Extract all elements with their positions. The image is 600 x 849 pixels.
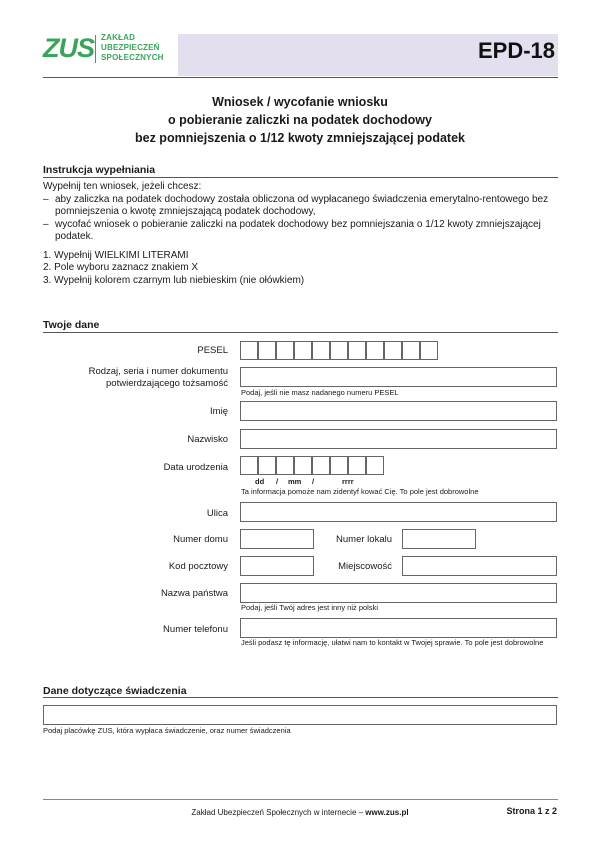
benefit-heading: Dane dotyczące świadczenia (43, 685, 187, 697)
benefit-field[interactable] (43, 705, 557, 725)
city-label: Miejscowość (338, 561, 392, 572)
pesel-cell[interactable] (420, 341, 438, 360)
benefit-note: Podaj placówkę ZUS, która wypłaca świadczenie, oraz numer świadczenia (43, 726, 291, 735)
birth-date-cell[interactable] (366, 456, 384, 475)
document-label-line-2: potwierdzającego tożsamość (106, 378, 228, 389)
country-label: Nazwa państwa (160, 588, 228, 599)
footer-label: Zakład Ubezpieczeń Społecznych w internecie – (191, 808, 366, 817)
country-field[interactable] (240, 583, 557, 603)
bullet-line: wycofać wniosek o pobieranie zaliczki na podatek dochodowy bez pomniejszania o 1/12 kwoty zmniejszającej (55, 218, 541, 230)
instruction-bullet (43, 194, 558, 219)
logo-divider (95, 35, 96, 63)
bullet-dash: – (43, 218, 49, 230)
document-label-line-1: Rodzaj, seria i numer dokumentu (88, 366, 228, 377)
birth-hint-mm: mm (288, 477, 302, 486)
birth-hint-dd: dd (255, 477, 265, 486)
document-label (40, 366, 228, 390)
birth-date-cell[interactable] (348, 456, 366, 475)
birth-date-cell[interactable] (330, 456, 348, 475)
header-divider (43, 77, 558, 78)
birth-date-note: Ta informacja pomoże nam zidentyf kować Cię. To pole jest dobrowolne (241, 487, 479, 496)
first-name-field[interactable] (240, 401, 557, 421)
birth-date-input[interactable] (240, 456, 386, 475)
pesel-input[interactable] (240, 341, 440, 360)
logo-mark: ZUS (43, 33, 94, 63)
birth-date-cell[interactable] (276, 456, 294, 475)
city-field[interactable] (402, 556, 557, 576)
document-field[interactable] (240, 367, 557, 387)
logo-line-3: SPOŁECZNYCH (101, 53, 164, 62)
instruction-bullet (43, 219, 558, 244)
first-name-label: Imię (210, 406, 228, 417)
phone-field[interactable] (240, 618, 557, 638)
bullet-line: aby zaliczka na podatek dochodowy została obliczona od wypłacanego świadczenia emerytalno-rentowego bez (55, 193, 549, 205)
birth-date-label: Data urodzenia (163, 462, 228, 473)
instructions-heading: Instrukcja wypełniania (43, 164, 156, 176)
last-name-field[interactable] (240, 429, 557, 449)
instruction-step: 1. Wypełnij WIELKIMI LITERAMI (43, 249, 189, 261)
form-title-line-2: o pobieranie zaliczki na podatek dochodowy (168, 113, 432, 127)
house-number-label: Numer domu (173, 534, 228, 545)
instructions-body (43, 181, 558, 287)
phone-note: Jeśli podasz tę informację, ułatwi nam to kontakt w Twojej sprawie. To pole jest dobrowolne (241, 638, 544, 647)
form-title-line-1: Wniosek / wycofanie wniosku (212, 95, 388, 109)
last-name-label: Nazwisko (187, 434, 228, 445)
birth-hint-yyyy: rrrr (342, 477, 354, 486)
birth-hint-sep: / (312, 477, 315, 486)
bullet-line: pomniejszenia o kwotę zmniejszającą podatek dochodowy, (55, 206, 316, 217)
birth-date-cell[interactable] (240, 456, 258, 475)
phone-label: Numer telefonu (163, 624, 228, 635)
page-number: Strona 1 z 2 (506, 806, 557, 816)
instruction-step: 3. Wypełnij kolorem czarnym lub niebieskim (nie ołówkiem) (43, 274, 305, 286)
logo-line-1: ZAKŁAD (101, 33, 136, 42)
birth-date-cell[interactable] (312, 456, 330, 475)
pesel-cell[interactable] (312, 341, 330, 360)
pesel-cell[interactable] (240, 341, 258, 360)
pesel-cell[interactable] (348, 341, 366, 360)
personal-heading: Twoje dane (43, 319, 100, 331)
document-note: Podaj, jeśli nie masz nadanego numeru PESEL (241, 388, 399, 397)
footer-link[interactable]: www.zus.pl (365, 808, 409, 817)
instructions-rule (43, 177, 558, 178)
pesel-cell[interactable] (366, 341, 384, 360)
country-note: Podaj, jeśli Twój adres jest inny niż polski (241, 603, 379, 612)
flat-number-label: Numer lokalu (336, 534, 392, 545)
footer-rule (43, 799, 558, 800)
birth-hint-sep: / (276, 477, 279, 486)
logo-text (101, 33, 164, 63)
instructions-intro: Wypełnij ten wniosek, jeżeli chcesz: (43, 181, 202, 192)
instruction-step: 2. Pole wyboru zaznacz znakiem X (43, 262, 199, 273)
zus-logo (43, 33, 193, 67)
street-label: Ulica (206, 508, 228, 519)
street-field[interactable] (240, 502, 557, 522)
form-code: EPD-18 (478, 38, 556, 63)
pesel-cell[interactable] (294, 341, 312, 360)
flat-number-field[interactable] (402, 529, 476, 549)
birth-date-cell[interactable] (258, 456, 276, 475)
logo-line-2: UBEZPIECZEŃ (101, 43, 160, 52)
birth-date-cell[interactable] (294, 456, 312, 475)
pesel-cell[interactable] (402, 341, 420, 360)
bullet-dash: – (43, 193, 49, 205)
pesel-cell[interactable] (276, 341, 294, 360)
pesel-label: PESEL (197, 345, 228, 356)
form-title-line-3: bez pomniejszenia o 1/12 kwoty zmniejszającej podatek (135, 131, 465, 145)
benefit-rule (43, 697, 558, 698)
pesel-cell[interactable] (384, 341, 402, 360)
postal-code-label: Kod pocztowy (168, 561, 228, 572)
bullet-line: podatek. (55, 231, 94, 242)
pesel-cell[interactable] (258, 341, 276, 360)
personal-rule (43, 332, 558, 333)
pesel-cell[interactable] (330, 341, 348, 360)
